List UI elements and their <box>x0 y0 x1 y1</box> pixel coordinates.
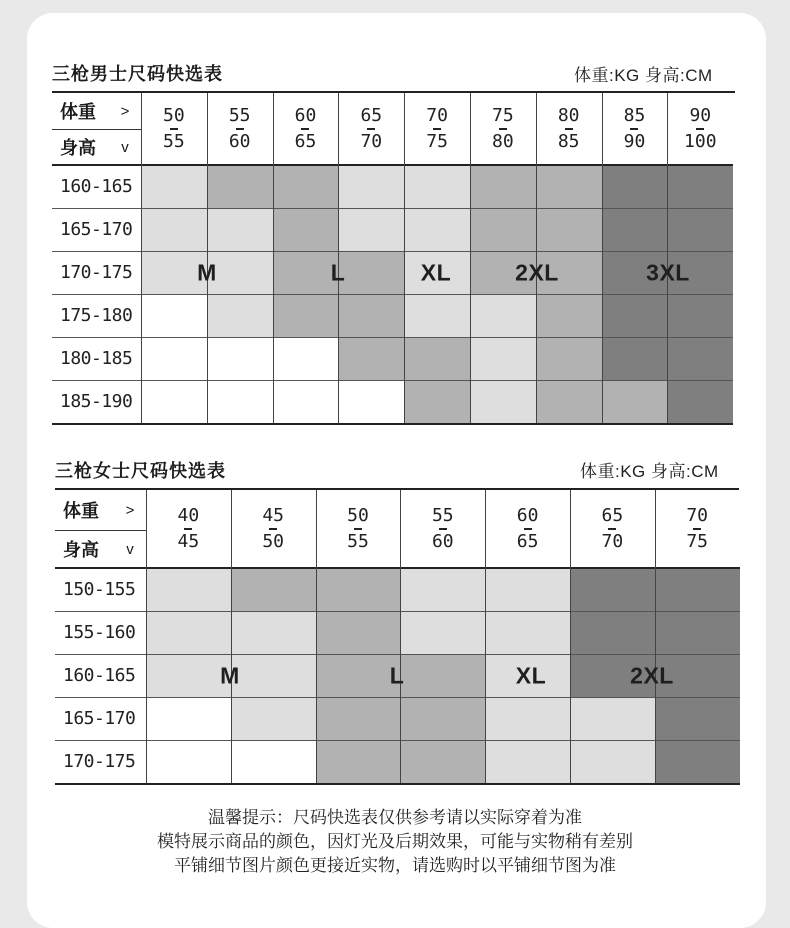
weight-column-header <box>404 93 470 165</box>
size-cell[interactable] <box>655 568 740 611</box>
column-divider <box>273 93 274 423</box>
weight-max: 55 <box>163 130 185 152</box>
height-header <box>52 129 141 165</box>
range-dash <box>608 528 616 530</box>
column-divider <box>667 93 668 423</box>
weight-min: 90 <box>689 105 712 127</box>
row-divider <box>52 380 733 381</box>
header-divider <box>55 530 146 531</box>
weight-min: 65 <box>360 105 383 127</box>
height-arrow-icon: v <box>126 540 134 558</box>
size-cell[interactable] <box>207 165 273 208</box>
size-cell[interactable] <box>207 380 273 423</box>
size-cell[interactable] <box>655 697 740 740</box>
range-dash <box>630 128 638 130</box>
height-row-label: 160-165 <box>63 665 136 686</box>
range-dash <box>301 128 309 130</box>
column-divider <box>338 93 339 423</box>
weight-max: 85 <box>557 130 580 152</box>
size-cell[interactable] <box>470 380 536 423</box>
size-label: L <box>330 259 346 285</box>
range-dash <box>565 128 573 130</box>
weight-max: 70 <box>601 530 624 552</box>
size-cell[interactable] <box>141 208 207 251</box>
range-dash <box>499 128 507 130</box>
height-row-label: 180-185 <box>60 348 133 369</box>
weight-min: 85 <box>623 105 646 127</box>
weight-min: 65 <box>601 505 624 527</box>
weight-column-header <box>146 490 231 568</box>
size-cell[interactable] <box>570 611 655 654</box>
weight-min: 70 <box>426 105 448 127</box>
weight-column-header <box>231 490 316 568</box>
size-label: L <box>389 662 405 688</box>
range-dash <box>354 528 362 530</box>
size-label: XL <box>420 259 452 285</box>
size-cell[interactable] <box>602 208 668 251</box>
size-cell[interactable] <box>485 740 570 783</box>
row-divider <box>52 294 733 295</box>
weight-min: 55 <box>431 505 454 527</box>
weight-column-header <box>141 93 207 165</box>
size-cell[interactable] <box>570 568 655 611</box>
row-divider <box>55 611 740 612</box>
range-dash <box>696 128 704 130</box>
height-label: 身高 <box>63 540 99 560</box>
column-divider <box>404 93 405 423</box>
size-cell[interactable] <box>570 697 655 740</box>
weight-max: 45 <box>177 530 200 552</box>
weight-column-header <box>655 490 740 568</box>
size-cell[interactable] <box>485 611 570 654</box>
size-cell[interactable] <box>207 294 273 337</box>
weight-column-header <box>536 93 602 165</box>
size-cell[interactable] <box>141 165 207 208</box>
size-cell[interactable] <box>404 337 470 380</box>
weight-arrow-icon: > <box>120 102 130 120</box>
size-cell[interactable] <box>231 568 316 611</box>
size-cell[interactable] <box>536 380 602 423</box>
size-cell[interactable] <box>667 337 733 380</box>
size-cell[interactable] <box>655 740 740 783</box>
size-cell[interactable] <box>400 568 485 611</box>
weight-min: 50 <box>347 505 369 527</box>
weight-column-header <box>207 93 273 165</box>
column-divider <box>536 93 537 423</box>
size-cell[interactable] <box>316 654 401 697</box>
weight-min: 50 <box>163 105 185 127</box>
size-label: XL <box>515 662 547 688</box>
weight-max: 80 <box>492 130 514 152</box>
column-divider <box>655 490 656 783</box>
size-cell[interactable] <box>602 337 668 380</box>
row-divider <box>52 164 733 166</box>
size-cell[interactable] <box>400 611 485 654</box>
size-cell[interactable] <box>338 294 404 337</box>
size-cell[interactable] <box>602 165 668 208</box>
row-divider <box>55 567 740 569</box>
row-divider <box>52 423 733 425</box>
weight-column-header <box>602 93 668 165</box>
height-header <box>55 530 146 568</box>
size-cell[interactable] <box>146 697 231 740</box>
weight-min: 40 <box>177 505 200 527</box>
footer-note-line-2: 模特展示商品的颜色，因灯光及后期效果，可能与实物稍有差别 <box>157 832 633 851</box>
women-chart-title: 三枪女士尺码快选表 <box>55 461 226 481</box>
size-cell[interactable] <box>141 294 207 337</box>
weight-column-header <box>316 490 401 568</box>
range-dash <box>236 128 244 130</box>
height-row-label: 165-170 <box>63 708 136 729</box>
size-cell[interactable] <box>141 337 207 380</box>
range-dash <box>367 128 375 130</box>
height-row-label: 175-180 <box>60 305 133 326</box>
height-row-label: 170-175 <box>60 262 133 283</box>
size-cell[interactable] <box>536 165 602 208</box>
height-row-label: 155-160 <box>63 622 136 643</box>
weight-min: 80 <box>557 105 580 127</box>
row-divider <box>55 654 740 655</box>
height-arrow-icon: v <box>121 138 129 156</box>
size-cell[interactable] <box>470 208 536 251</box>
weight-max: 50 <box>262 530 285 552</box>
size-cell[interactable] <box>404 294 470 337</box>
height-label: 身高 <box>60 138 96 158</box>
weight-column-header <box>400 490 485 568</box>
size-cell[interactable] <box>470 165 536 208</box>
size-cell[interactable] <box>231 740 316 783</box>
weight-label: 体重 <box>63 501 99 521</box>
height-row-label: 150-155 <box>63 579 136 600</box>
size-cell[interactable] <box>207 337 273 380</box>
row-divider <box>52 208 733 209</box>
range-dash <box>693 528 701 530</box>
row-divider <box>52 251 733 252</box>
column-divider <box>146 490 147 783</box>
column-divider <box>316 490 317 783</box>
height-row-label: 170-175 <box>63 751 136 772</box>
weight-max: 75 <box>686 530 709 552</box>
men-chart-title: 三枪男士尺码快选表 <box>52 64 223 84</box>
weight-max: 60 <box>228 130 251 152</box>
height-row-label: 165-170 <box>60 219 133 240</box>
size-cell[interactable] <box>570 740 655 783</box>
weight-min: 75 <box>492 105 514 127</box>
size-cell[interactable] <box>231 654 316 697</box>
size-cell[interactable] <box>273 251 339 294</box>
range-dash <box>433 128 441 130</box>
size-label: M <box>197 259 217 285</box>
size-cell[interactable] <box>404 380 470 423</box>
size-cell[interactable] <box>273 337 339 380</box>
size-cell[interactable] <box>602 380 668 423</box>
row-divider <box>52 337 733 338</box>
size-cell[interactable] <box>404 208 470 251</box>
size-cell[interactable] <box>536 337 602 380</box>
size-cell[interactable] <box>667 165 733 208</box>
column-divider <box>570 490 571 783</box>
weight-max: 65 <box>516 530 539 552</box>
weight-max: 100 <box>684 130 717 152</box>
size-cell[interactable] <box>404 165 470 208</box>
size-cell[interactable] <box>338 251 404 294</box>
weight-column-header <box>338 93 404 165</box>
size-cell[interactable] <box>146 740 231 783</box>
row-divider <box>55 697 740 698</box>
weight-max: 70 <box>360 130 383 152</box>
size-label: M <box>220 662 240 688</box>
size-cell[interactable] <box>141 380 207 423</box>
size-cell[interactable] <box>470 294 536 337</box>
size-cell[interactable] <box>146 654 231 697</box>
size-cell[interactable] <box>400 740 485 783</box>
row-divider <box>55 783 740 785</box>
weight-column-header <box>485 490 570 568</box>
men-unit-label: 体重:KG 身高:CM <box>574 66 713 85</box>
range-dash <box>184 528 192 530</box>
size-label: 3XL <box>646 259 690 285</box>
footer-note-line-3: 平铺细节图片颜色更接近实物，请选购时以平铺细节图为准 <box>174 856 616 875</box>
weight-column-header <box>273 93 339 165</box>
size-cell[interactable] <box>655 611 740 654</box>
size-cell[interactable] <box>273 380 339 423</box>
size-cell[interactable] <box>273 165 339 208</box>
size-cell[interactable] <box>146 568 231 611</box>
size-cell[interactable] <box>667 294 733 337</box>
range-dash <box>170 128 178 130</box>
column-divider <box>485 490 486 783</box>
column-divider <box>400 490 401 783</box>
column-divider <box>470 93 471 423</box>
weight-max: 55 <box>347 530 369 552</box>
size-cell[interactable] <box>316 697 401 740</box>
column-divider <box>141 93 142 423</box>
size-cell[interactable] <box>536 294 602 337</box>
row-divider <box>55 740 740 741</box>
size-cell[interactable] <box>316 740 401 783</box>
weight-min: 45 <box>262 505 285 527</box>
size-cell[interactable] <box>207 208 273 251</box>
column-divider <box>231 490 232 783</box>
size-cell[interactable] <box>273 208 339 251</box>
size-cell[interactable] <box>667 208 733 251</box>
weight-max: 65 <box>294 130 317 152</box>
weight-max: 90 <box>623 130 646 152</box>
weight-min: 60 <box>294 105 317 127</box>
weight-column-header <box>470 93 536 165</box>
column-divider <box>602 93 603 423</box>
header-divider <box>52 129 141 130</box>
size-cell[interactable] <box>667 380 733 423</box>
weight-header <box>55 490 146 530</box>
weight-min: 70 <box>686 505 709 527</box>
weight-header <box>52 93 141 129</box>
size-cell[interactable] <box>338 208 404 251</box>
size-cell[interactable] <box>536 208 602 251</box>
range-dash <box>269 528 277 530</box>
size-label: 2XL <box>630 662 674 688</box>
footer-note-line-1: 温馨提示：尺码快选表仅供参考请以实际穿着为准 <box>208 808 582 827</box>
weight-arrow-icon: > <box>125 501 135 519</box>
weight-label: 体重 <box>60 102 96 122</box>
size-cell[interactable] <box>400 697 485 740</box>
size-cell[interactable] <box>231 697 316 740</box>
size-cell[interactable] <box>485 568 570 611</box>
height-row-label: 185-190 <box>60 391 133 412</box>
weight-column-header <box>570 490 655 568</box>
weight-min: 55 <box>228 105 251 127</box>
size-cell[interactable] <box>273 294 339 337</box>
size-cell[interactable] <box>485 697 570 740</box>
column-divider <box>207 93 208 423</box>
size-cell[interactable] <box>602 294 668 337</box>
size-cell[interactable] <box>316 611 401 654</box>
height-row-label: 160-165 <box>60 176 133 197</box>
weight-max: 60 <box>431 530 454 552</box>
women-unit-label: 体重:KG 身高:CM <box>580 462 719 481</box>
size-cell[interactable] <box>231 611 316 654</box>
size-cell[interactable] <box>338 165 404 208</box>
range-dash <box>439 528 447 530</box>
size-cell[interactable] <box>146 611 231 654</box>
size-cell[interactable] <box>338 337 404 380</box>
size-cell[interactable] <box>316 568 401 611</box>
size-cell[interactable] <box>470 337 536 380</box>
range-dash <box>524 528 532 530</box>
weight-min: 60 <box>516 505 539 527</box>
size-label: 2XL <box>515 259 559 285</box>
weight-max: 75 <box>426 130 448 152</box>
size-cell[interactable] <box>338 380 404 423</box>
weight-column-header <box>667 93 733 165</box>
size-cell[interactable] <box>400 654 485 697</box>
